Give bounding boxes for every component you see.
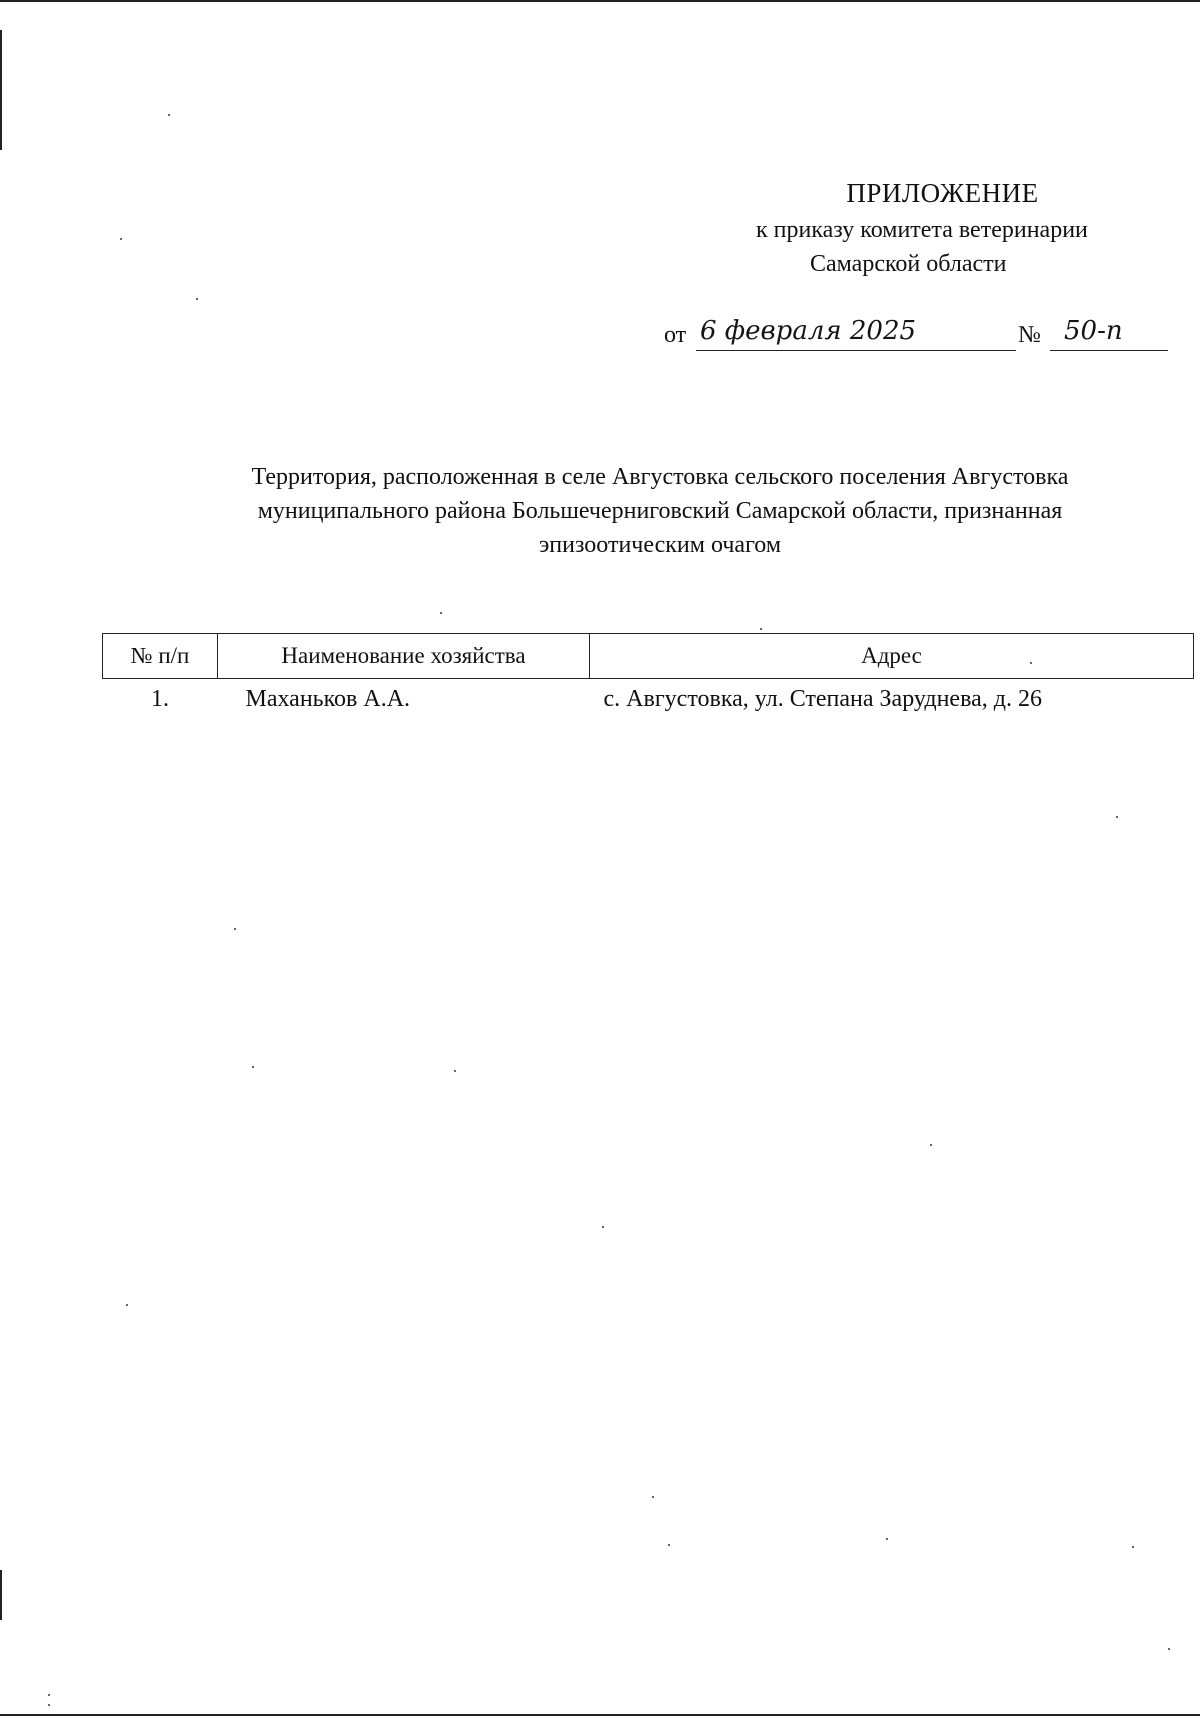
row-address: с. Августовка, ул. Степана Заруднева, д. 26 xyxy=(603,685,1042,712)
scan-speck xyxy=(886,1538,888,1540)
farms-table xyxy=(102,633,1194,719)
order-registration-row xyxy=(664,316,1154,356)
scan-speck xyxy=(652,1496,654,1498)
scan-speck xyxy=(440,612,442,614)
scan-speck xyxy=(196,298,198,300)
scan-speck xyxy=(1168,1648,1170,1650)
document-title xyxy=(160,460,1160,562)
column-header-farm-name: Наименование хозяйства xyxy=(218,634,590,679)
scan-speck xyxy=(120,238,122,240)
scan-speck xyxy=(234,928,236,930)
document-title-line: Территория, расположенная в селе Августовка сельского поселения Августовка xyxy=(251,464,1069,490)
scan-speck xyxy=(930,1144,932,1146)
scan-speck xyxy=(1116,816,1118,818)
appendix-order-line: к приказу комитета ветеринарии xyxy=(756,217,1088,243)
scan-border-bottom xyxy=(0,1714,1200,1716)
table-row xyxy=(103,679,1194,720)
order-date-handwritten: 6 февраля 2025 xyxy=(696,316,1016,351)
row-farm-name: Маханьков А.А. xyxy=(245,685,411,712)
scan-speck xyxy=(48,1704,50,1706)
date-prefix-label: от xyxy=(664,322,687,348)
column-header-number: № п/п xyxy=(103,634,218,679)
scan-edge-mark xyxy=(0,30,2,150)
appendix-title: ПРИЛОЖЕНИЕ xyxy=(846,178,1039,208)
scan-speck xyxy=(252,1066,254,1068)
document-title-line: муниципального района Большечерниговский Самарской области, признанная xyxy=(257,498,1063,524)
document-title-line: эпизоотическим очагом xyxy=(538,532,782,558)
column-header-address: Адрес xyxy=(590,634,1194,679)
scan-speck xyxy=(668,1544,670,1546)
order-number-handwritten: 50-п xyxy=(1050,316,1168,351)
number-prefix-label: № xyxy=(1018,322,1041,348)
scan-speck xyxy=(126,1304,128,1306)
scan-speck xyxy=(454,1070,456,1072)
scan-edge-mark xyxy=(0,1570,2,1620)
scan-speck xyxy=(48,1694,50,1696)
scan-speck xyxy=(168,114,170,116)
scan-speck xyxy=(1132,1546,1134,1548)
scan-speck xyxy=(760,628,762,630)
appendix-region-line: Самарской области xyxy=(810,251,1007,277)
scan-speck xyxy=(602,1226,604,1228)
row-number: 1. xyxy=(151,685,169,712)
table-header-row xyxy=(103,634,1194,679)
scan-border-top xyxy=(0,0,1200,2)
